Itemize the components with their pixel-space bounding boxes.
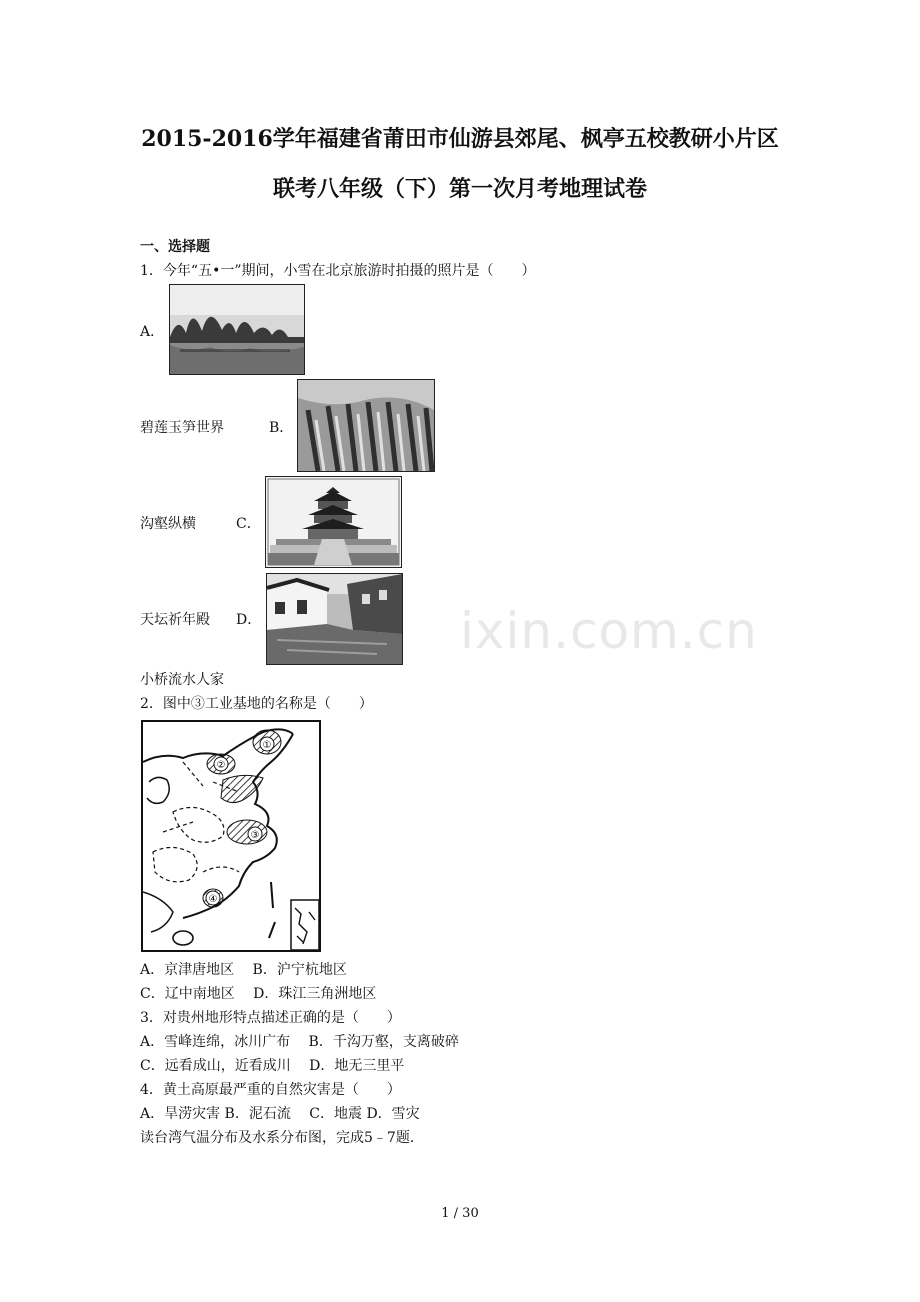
temple-of-heaven-photo bbox=[265, 476, 402, 568]
q1-option-c-label: C． bbox=[236, 516, 261, 532]
section-heading: 一、选择题 bbox=[140, 239, 210, 255]
map-label-2: ② bbox=[216, 760, 226, 771]
q2-options-row1: A．京津唐地区 B．沪宁杭地区 bbox=[140, 962, 347, 978]
map-label-4: ④ bbox=[208, 894, 218, 905]
q3-options-row2: C．远看成山，近看成川 D．地无三里平 bbox=[140, 1058, 405, 1074]
industrial-base-map bbox=[141, 720, 321, 952]
q4-options: A．旱涝灾害 B．泥石流 C．地震 D．雪灾 bbox=[140, 1106, 420, 1122]
q1-b-caption: 沟壑纵横 bbox=[140, 516, 196, 532]
map-label-3: ③ bbox=[250, 830, 260, 841]
water-town-photo bbox=[266, 573, 403, 665]
q1-stem: 1．今年“五•一”期间，小雪在北京旅游时拍摄的照片是（ ） bbox=[140, 263, 536, 279]
q1-option-b-label: B． bbox=[269, 420, 294, 436]
q1-d-caption: 小桥流水人家 bbox=[140, 672, 224, 688]
q2-stem: 2．图中③工业基地的名称是（ ） bbox=[140, 696, 373, 712]
page-number: 1 / 30 bbox=[441, 1206, 479, 1221]
q3-stem: 3．对贵州地形特点描述正确的是（ ） bbox=[140, 1010, 401, 1026]
q1-option-a-label: A． bbox=[140, 324, 165, 340]
exam-title-line1: 2015-2016学年福建省莆田市仙游县郊尾、枫亭五校教研小片区 bbox=[141, 126, 779, 152]
watermark: ixin.com.cn bbox=[460, 602, 758, 660]
q2-options-row2: C．辽中南地区 D．珠江三角洲地区 bbox=[140, 986, 377, 1002]
q1-c-caption: 天坛祈年殿 bbox=[140, 612, 210, 628]
q1-option-d-label: D． bbox=[236, 612, 262, 628]
q4-stem: 4．黄土高原最严重的自然灾害是（ ） bbox=[140, 1082, 401, 1098]
q3-options-row1: A．雪峰连绵，冰川广布 B．千沟万壑，支离破碎 bbox=[140, 1034, 459, 1050]
q1-a-caption: 碧莲玉笋世界 bbox=[140, 420, 224, 436]
exam-title-line2: 联考八年级（下）第一次月考地理试卷 bbox=[272, 176, 647, 202]
loess-gullies-photo bbox=[297, 379, 435, 472]
karst-landscape-photo bbox=[169, 284, 305, 375]
q5-intro: 读台湾气温分布及水系分布图，完成5﹣7题． bbox=[140, 1130, 424, 1146]
map-label-1: ① bbox=[262, 740, 272, 751]
